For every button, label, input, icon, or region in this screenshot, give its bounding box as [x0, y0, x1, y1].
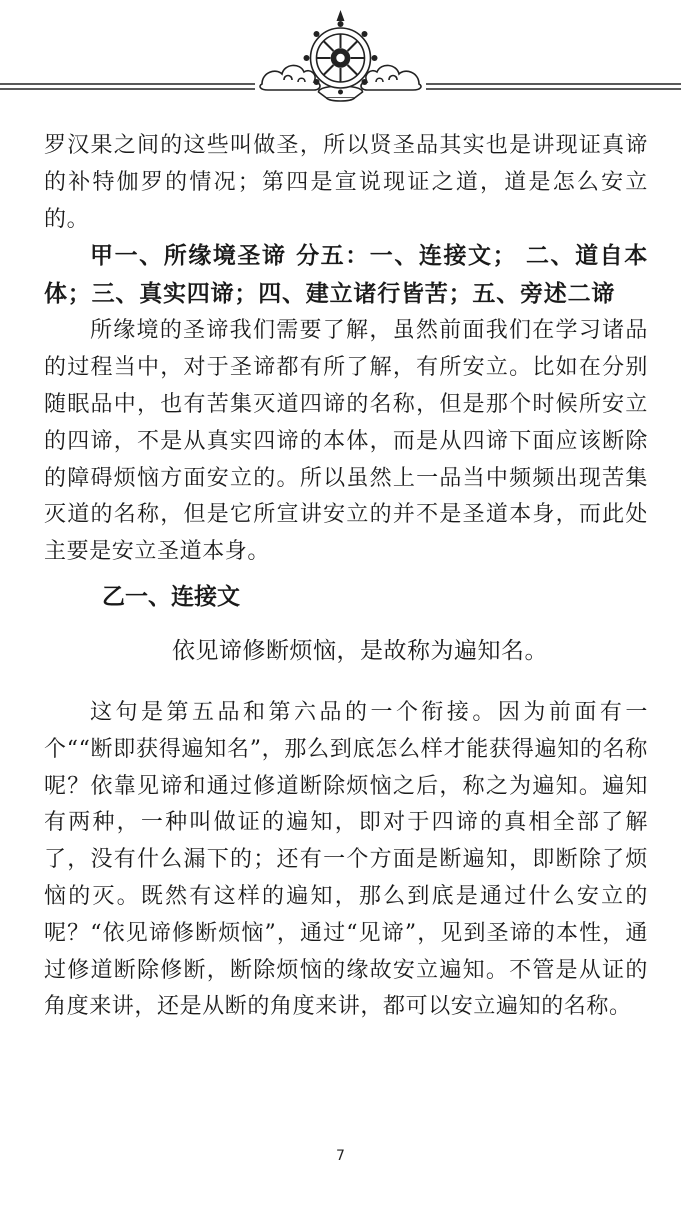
section-heading-yi1: 乙一、连接文: [102, 583, 240, 610]
section-heading-jia1: 甲一、所缘境圣谛 分五：一、连接文； 二、道自本体；三、真实四谛；四、建立诸行皆苦；五、旁述二谛: [44, 243, 648, 307]
paragraph-3: 这句是第五品和第六品的一个衔接。因为前面有一个““断即获得遍知名”，那么到底怎么样才能获得遍知的名称呢？依靠见谛和通过修道断除烦恼之后，称之为遍知。遍知有两种，一种叫做证的遍知，即对于四谛的真相全部了解了，没有什么漏下的；还有一个方面是断遍知，即断除了烦恼的灭。既然有这样的遍知，那么到底是通过什么安立的呢？“依见谛修断烦恼”，通过“见谛”，见到圣谛的本性，通过修道断除修断，断除烦恼的缘故安立遍知。不管是从证的角度来讲，还是从断的角度来讲，都可以安立遍知的名称。: [44, 699, 648, 1020]
root-verse: 依见谛修断烦恼，是故称为遍知名。: [172, 637, 548, 664]
page-number: 7: [336, 1148, 345, 1164]
header-ornament: [0, 0, 681, 110]
dharma-wheel-icon: [304, 10, 378, 101]
paragraph-1: 罗汉果之间的这些叫做圣，所以贤圣品其实也是讲现证真谛的补特伽罗的情况；第四是宣说现证之道，道是怎么安立的。: [44, 133, 648, 232]
paragraph-2: 所缘境的圣谛我们需要了解，虽然前面我们在学习诸品的过程当中，对于圣谛都有所了解，有所安立。比如在分别随眠品中，也有苦集灭道四谛的名称，但是那个时候所安立的四谛，不是从真实四谛的本体，而是从四谛下面应该断除的障碍烦恼方面安立的。所以虽然上一品当中频频出现苦集灭道的名称，但是它所宣讲安立的并不是圣道本身，而此处主要是安立圣道本身。: [44, 318, 648, 565]
page-body: [44, 128, 648, 1026]
right-cloud-icon: [361, 65, 421, 90]
left-cloud-icon: [260, 65, 320, 90]
